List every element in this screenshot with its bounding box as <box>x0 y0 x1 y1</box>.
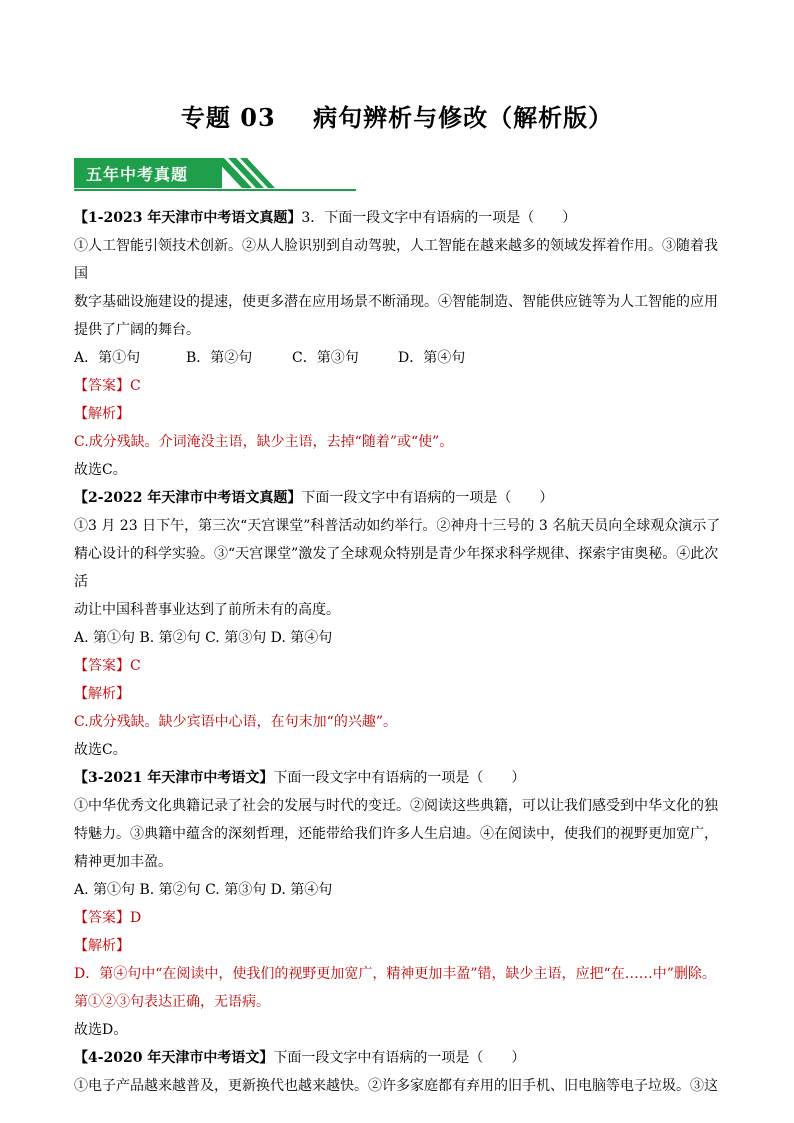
question-tag: 【2-2022 年天津市中考语文真题】 <box>74 490 302 506</box>
question-stem: 下面一段文字中有语病的一项是（ ） <box>273 770 526 786</box>
page-title: 专题 03 病句辨析与修改（解析版） <box>180 103 614 132</box>
question-tag: 【1-2023 年天津市中考语文真题】 <box>74 210 302 226</box>
question-header <box>74 204 724 232</box>
passage-line: 精心设计的科学实验。③“天宫课堂”激发了全球观众特别是青少年探求科学规律、探索宇宙奥秘。④此次活 <box>74 546 719 590</box>
conclusion-line: 故选C。 <box>74 742 127 758</box>
answer-line: 【答案】C <box>74 378 141 394</box>
passage-line: ①电子产品越来越普及，更新换代也越来越快。②许多家庭都有弃用的旧手机、旧电脑等电子垃圾。③这 <box>74 1078 718 1094</box>
question-stem: 下面一段文字中有语病的一项是（ ） <box>273 1050 526 1066</box>
passage-line: ①3 月 23 日下午，第三次“天宫课堂”科普活动如约举行。②神舟十三号的 3 名航天员向全球观众演示了 <box>74 518 721 534</box>
answer-line: 【答案】D <box>74 910 142 926</box>
section-banner <box>74 158 356 192</box>
options-line: A. 第①句 B. 第②句 C. 第③句 D. 第④句 <box>74 630 333 646</box>
passage-line: ①人工智能引领技术创新。②从人脸识别到自动驾驶，人工智能在越来越多的领域发挥着作用。③随着我国 <box>74 238 718 282</box>
analysis-label: 【解析】 <box>74 686 130 702</box>
passage-line: 精神更加丰盈。 <box>74 854 172 870</box>
question-header <box>74 764 724 792</box>
option-b: B．第②句 <box>186 350 253 366</box>
passage-line: 动让中国科普事业达到了前所未有的高度。 <box>74 602 340 618</box>
conclusion-line: 故选C。 <box>74 462 127 478</box>
question-tag: 【3-2021 年天津市中考语文】 <box>74 770 274 786</box>
question-header <box>74 484 724 512</box>
conclusion-line: 故选D。 <box>74 1022 128 1038</box>
analysis-line: 第①②③句表达正确，无语病。 <box>74 994 270 1010</box>
option-d: D．第④句 <box>398 350 466 366</box>
question-tag: 【4-2020 年天津市中考语文】 <box>74 1050 274 1066</box>
passage-line: 数字基础设施建设的提速，使更多潜在应用场景不断涌现。④智能制造、智能供应链等为人工智能的应用 <box>74 294 718 310</box>
analysis-label: 【解析】 <box>74 938 130 954</box>
passage-line: 特魅力。③典籍中蕴含的深刻哲理，还能带给我们许多人生启迪。④在阅读中，使我们的视野更加宽广， <box>74 826 718 842</box>
banner-underline <box>74 189 356 191</box>
question-stem: 3．下面一段文字中有语病的一项是（ ） <box>301 210 577 226</box>
analysis-line: C.成分残缺。介词淹没主语，缺少主语，去掉“随着”或“使”。 <box>74 434 454 450</box>
analysis-label: 【解析】 <box>74 406 130 422</box>
banner-label: 五年中考真题 <box>86 165 189 184</box>
question-stem: 下面一段文字中有语病的一项是（ ） <box>301 490 554 506</box>
passage-line: 提供了广阔的舞台。 <box>74 322 200 338</box>
analysis-line: C.成分残缺。缺少宾语中心语，在句末加“的兴趣”。 <box>74 714 397 730</box>
content-area <box>74 204 724 1100</box>
passage-line: ①中华优秀文化典籍记录了社会的发展与时代的变迁。②阅读这些典籍，可以让我们感受到中华文化的独 <box>74 798 718 814</box>
analysis-line: D．第④句中“在阅读中，使我们的视野更加宽广，精神更加丰盈”错，缺少主语，应把“在……中”删除。 <box>74 966 716 982</box>
banner-stripes-icon <box>214 158 324 190</box>
options-line <box>74 344 724 372</box>
options-line: A. 第①句 B. 第②句 C. 第③句 D. 第④句 <box>74 882 333 898</box>
option-a: A．第①句 <box>74 350 141 366</box>
option-c: C．第③句 <box>292 350 359 366</box>
question-header <box>74 1044 724 1072</box>
answer-line: 【答案】C <box>74 658 141 674</box>
